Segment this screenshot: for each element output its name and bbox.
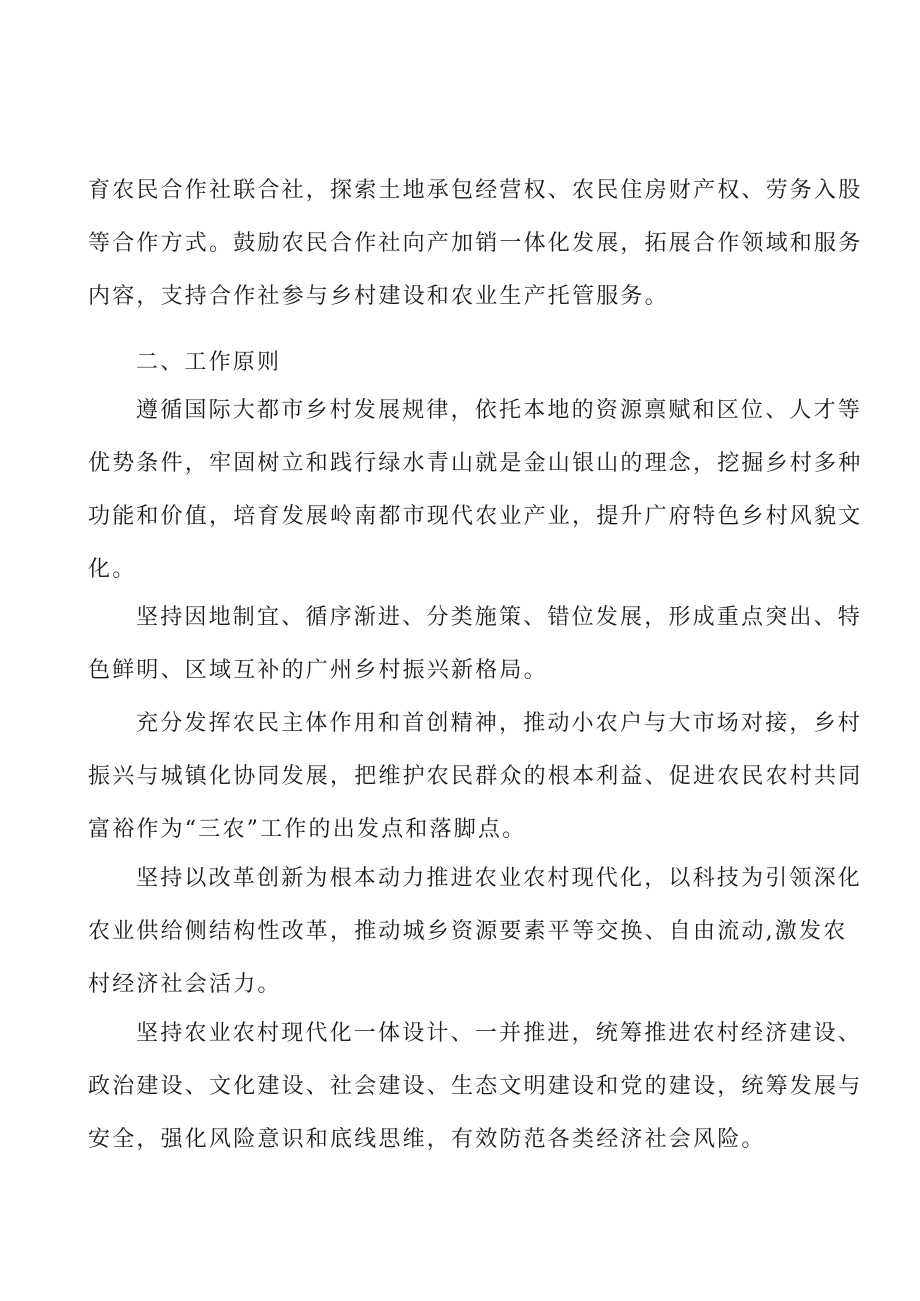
text-line: 农业供给侧结构性改革，推动城乡资源要素平等交换、自由流动,激发农 xyxy=(88,919,848,944)
text-line: 内容，支持合作社参与乡村建设和农业生产托管服务。 xyxy=(88,284,669,309)
text-line: 功能和价值，培育发展岭南都市现代农业产业，提升广府特色乡村风貌文 xyxy=(88,504,863,529)
paragraph-principle-5 xyxy=(88,1007,863,1166)
paragraph-principle-3 xyxy=(88,697,863,856)
text-line: 振兴与城镇化协同发展，把维护农民群众的根本利益、促进农民农村共同 xyxy=(88,764,863,789)
text-line: 坚持农业农村现代化一体设计、一并推进，统筹推进农村经济建设、 xyxy=(136,1021,863,1046)
text-line: 充分发挥农民主体作用和首创精神，推动小农户与大市场对接，乡村 xyxy=(136,711,863,736)
paragraph-principle-4 xyxy=(88,852,863,1011)
paragraph-principle-1 xyxy=(88,384,863,596)
text-line: 政治建设、文化建设、社会建设、生态文明建设和党的建设，统筹发展与 xyxy=(88,1074,863,1099)
text-line: 坚持因地制宜、循序渐进、分类施策、错位发展，形成重点突出、特 xyxy=(136,605,863,630)
section-heading xyxy=(88,336,836,389)
text-line: 安全，强化风险意识和底线思维，有效防范各类经济社会风险。 xyxy=(88,1127,766,1152)
text-line: 遵循国际大都市乡村发展规律，依托本地的资源禀赋和区位、人才等 xyxy=(136,398,863,423)
text-line: 色鲜明、区域互补的广州乡村振兴新格局。 xyxy=(88,658,548,683)
text-line: 村经济社会活力。 xyxy=(88,972,282,997)
text-line: 富裕作为“三农”工作的出发点和落脚点。 xyxy=(88,817,527,842)
section-heading-text: 二、工作原则 xyxy=(136,350,282,375)
text-line: 优势条件，牢固树立和践行绿水青山就是金山银山的理念，挖掘乡村多种 xyxy=(88,451,863,476)
text-line: 等合作方式。鼓励农民合作社向产加销一体化发展，拓展合作领域和服务 xyxy=(88,231,863,256)
paragraph-cooperatives xyxy=(88,164,863,323)
text-line: 化。 xyxy=(88,557,137,582)
paragraph-principle-2 xyxy=(88,591,863,697)
text-line: 育农民合作社联合社，探索土地承包经营权、农民住房财产权、劳务入股 xyxy=(88,178,863,203)
text-line: 坚持以改革创新为根本动力推进农业农村现代化，以科技为引领深化 xyxy=(136,866,863,891)
